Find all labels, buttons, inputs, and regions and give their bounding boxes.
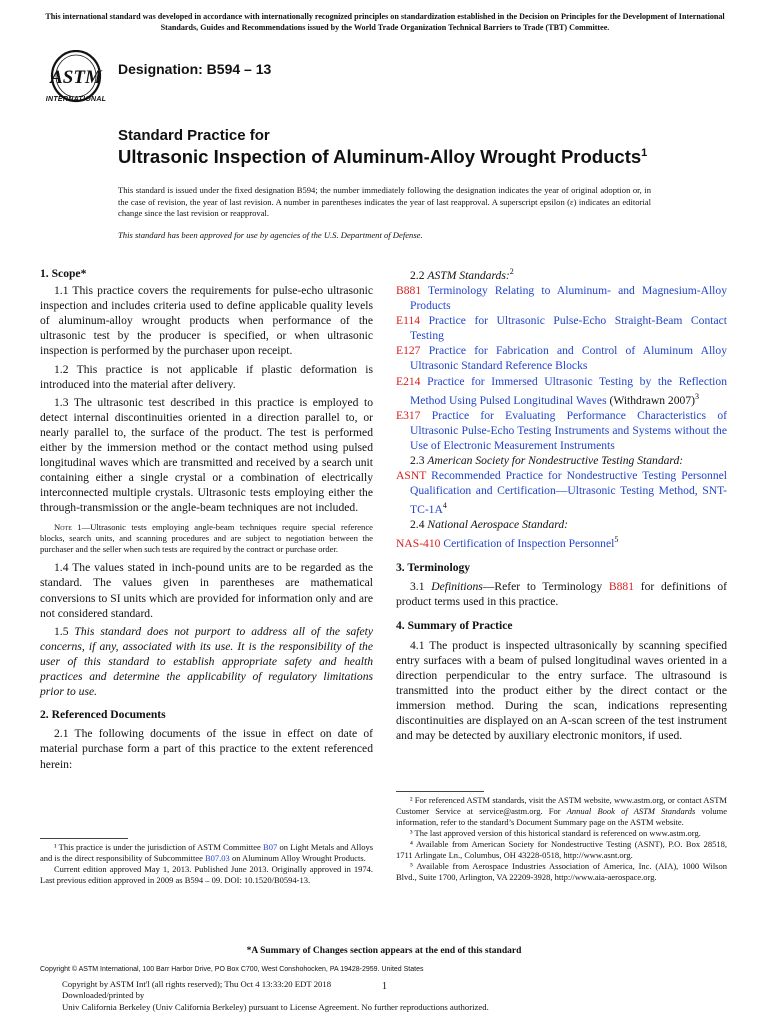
page-number: 1 (382, 981, 387, 992)
right-footnotes (396, 795, 727, 883)
right-column (396, 262, 727, 743)
designation: Designation: B594 – 13 (118, 61, 272, 77)
paragraph-2-4 (396, 517, 727, 532)
footnote-2-text-b: volume information, refer to the standard’s Document Summary page on the ASTM website. (396, 806, 727, 827)
footnote-2 (396, 795, 727, 828)
summary-of-changes-note: *A Summary of Changes section appears at the end of this standard (246, 946, 522, 956)
copyright-line: Copyright © ASTM International, 100 Barr Harbor Drive, PO Box C700, West Conshohocken, PA 19428-2959. United States (40, 966, 424, 973)
paragraph-1-5-text: This standard does not purport to address all of the safety concerns, if any, associated with its use. It is the responsibility of the user of this standard to establish appropriate safety and health practices and determine the applicability of regulatory limitations prior to use. (40, 624, 374, 699)
ref-b881-link[interactable]: B881 (396, 283, 422, 297)
ref-e317 (396, 408, 727, 453)
paragraph-1-5 (40, 624, 373, 699)
footnote-1-text-a: ¹ This practice is under the jurisdiction of ASTM Committee (54, 842, 264, 852)
committee-b07-link[interactable]: B07 (263, 842, 278, 852)
section-heading-terminology: 3. Terminology (396, 561, 471, 575)
logo-text: INTERNATIONAL (45, 96, 107, 103)
ref-e214-title[interactable]: Practice for Immersed Ultrasonic Testing by the Reflection Method Using Pulsed Longitudinal Waves (410, 374, 727, 407)
dod-approval-note: This standard has been approved for use by agencies of the U.S. Department of Defense. (118, 230, 423, 240)
paragraph-1-1: 1.1 This practice covers the requirements for pulse-echo ultrasonic inspection and includes criteria used to define applicable quality levels of aluminum-alloy wrought products when performance of the ultrasonic test by the producer is specified, or when ultrasonic inspection is performed by the purchaser upon receipt. (40, 284, 373, 358)
footnote-1-text-c: on Aluminum Alloy Wrought Products. (229, 853, 366, 863)
ref-e127-link[interactable]: E127 (396, 344, 421, 358)
paragraph-2-1: 2.1 The following documents of the issue in effect on date of material purchase form a part of this practice to the extent referenced herein: (40, 727, 373, 771)
ref-e127 (396, 343, 727, 373)
terminology-b881-link[interactable]: B881 (608, 580, 634, 594)
paragraph-3-1 (396, 579, 727, 609)
ref-e214-withdrawn: (Withdrawn 2007) (606, 393, 695, 407)
footnote-3: ³ The last approved version of this historical standard is referenced on www.astm.org. (410, 828, 701, 838)
left-footnotes (40, 842, 373, 886)
ref-e214-sup: 3 (694, 391, 699, 401)
paragraph-3-1-text-a: —Refer to Terminology (482, 580, 609, 594)
logo-mark: ASTM (50, 67, 102, 88)
paragraph-3-1-term: Definitions (431, 580, 483, 594)
title-line-1: Standard Practice for (118, 127, 270, 144)
paragraph-2-3-number: 2.3 (410, 453, 428, 467)
license-block (62, 979, 662, 1013)
paragraph-2-2 (396, 264, 727, 283)
license-line-1: Copyright by ASTM Int'l (all rights reserved); Thu Oct 4 13:33:20 EDT 2018 (62, 979, 332, 989)
paragraph-2-2-sup: 2 (509, 267, 514, 276)
paragraph-2-4-title: National Aerospace Standard: (427, 518, 569, 532)
title-footnote-marker: 1 (641, 146, 648, 159)
subcommittee-b07-03-link[interactable]: B07.03 (205, 853, 230, 863)
ref-b881-title[interactable]: Terminology Relating to Aluminum- and Magnesium-Alloy Products (410, 283, 727, 313)
ref-e317-title[interactable]: Practice for Evaluating Performance Characteristics of Ultrasonic Pulse-Echo Testing Instruments and Systems without the Use of Electronic Measurement Instruments (410, 408, 727, 452)
ref-e127-title[interactable]: Practice for Fabrication and Control of Aluminum Alloy Ultrasonic Standard Reference Blocks (410, 344, 727, 373)
ref-e214 (396, 374, 727, 408)
ref-nas-410-sup: 5 (614, 535, 619, 545)
ref-asnt-title[interactable]: Recommended Practice for Nondestructive Testing Personnel Qualification and Certification—Ultrasonic Testing Method, SNT-TC-1A (410, 468, 727, 516)
paragraph-2-3 (396, 453, 727, 468)
preface-paragraph: This standard is issued under the fixed designation B594; the number immediately following the designation indicates the year of original adoption or, in the case of revision, the year of last revision. A number in parentheses indicates the year of last reapproval. A superscript epsilon (ε) indicates an editorial change since the last revision or reapproval. (118, 185, 651, 218)
paragraph-2-2-number: 2.2 (410, 268, 428, 282)
paragraph-1-5-number: 1.5 (54, 624, 75, 638)
ref-e317-link[interactable]: E317 (396, 408, 421, 422)
footnote-1-edition: Current edition approved May 1, 2013. Published June 2013. Originally approved in 1974. Last previous edition approved in 2009 as B594 – 09. DOI: 10.1520/B0594-13. (40, 864, 373, 885)
title-text: Ultrasonic Inspection of Aluminum-Alloy Wrought Products (118, 146, 642, 167)
paragraph-2-3-title: American Society for Nondestructive Testing Standard: (427, 453, 684, 467)
ref-b881 (396, 283, 727, 313)
license-line-3: Univ California Berkeley (Univ California Berkeley) pursuant to License Agreement. No further reproductions authorized. (62, 1001, 489, 1012)
section-heading-referenced-documents: 2. Referenced Documents (40, 708, 166, 722)
note-1-label: Note 1 (54, 521, 82, 532)
title-line-2 (118, 146, 647, 168)
paragraph-1-2: 1.2 This practice is not applicable if plastic deformation is introduced into the material after delivery. (40, 362, 373, 391)
note-1-text: —Ultrasonic tests employing angle-beam techniques require special reference blocks, search units, and scanning procedures and are subject to negotiation between the purchaser and the seller when such tests are required by the contract or purchase order. (40, 521, 373, 555)
ref-asnt (396, 468, 727, 517)
ref-e214-link[interactable]: E214 (396, 374, 421, 388)
paragraph-3-1-text-b: for definitions of product terms used in this practice. (396, 580, 727, 609)
license-line-2: Downloaded/printed by (62, 990, 145, 1001)
paragraph-3-1-number: 3.1 (410, 580, 432, 594)
paragraph-4-1: 4.1 The product is inspected ultrasonically by scanning specified entry surfaces with a beam of pulsed longitudinal waves oriented in a direction perpendicular to the entry surface. The ultrasound is transmitted into the product either by the direct contact or the immersion method. During the scan, indications representing discontinuities are displayed on an A-scan screen of the test instrument and may be detected by auxiliary electronic monitors, if used. (396, 638, 727, 743)
note-1 (40, 522, 373, 556)
ref-nas-410 (396, 532, 727, 551)
footnote-1-text-b: on Light Metals and Alloys and is the direct responsibility of Subcommittee (40, 842, 373, 863)
paragraph-1-4: 1.4 The values stated in inch-pound units are to be regarded as the standard. The values given in parentheses are mathematical conversions to SI units which are provided for information only and are not considered standard. (40, 561, 373, 620)
section-heading-summary-of-practice: 4. Summary of Practice (396, 619, 513, 633)
footnote-4: ⁴ Available from American Society for Nondestructive Testing (ASNT), P.O. Box 28518, 1711 Arlingate Ln., Columbus, OH 43228-0518, http://www.asnt.org. (396, 839, 727, 860)
ref-asnt-sup: 4 (442, 501, 447, 511)
paragraph-1-3: 1.3 The ultrasonic test described in this practice is employed to detect internal discontinuities oriented in a direction parallel to, or nearly parallel to, the surface of the product. The test is performed either by the immersion method or the contact method using pulsed longitudinal waves which are transmitted and received by a search unit containing either a single crystal or a combination of electrically interconnected multiple crystals. Ultrasonic tests employing either the through-transmission or the angle-beam techniques are not included. (40, 395, 373, 515)
left-column (40, 262, 373, 772)
ref-nas-410-link[interactable]: NAS-410 (396, 537, 441, 551)
footnote-2-book-title: Annual Book of ASTM Standards (566, 806, 696, 816)
footnote-1 (40, 842, 373, 864)
footnote-2-text-a: ² For referenced ASTM standards, visit the ASTM website, www.astm.org, or contact ASTM Customer Service at service@astm.org. For (396, 795, 727, 816)
paragraph-2-2-title: ASTM Standards: (427, 268, 510, 282)
ref-e114-title[interactable]: Practice for Ultrasonic Pulse-Echo Straight-Beam Contact Testing (410, 314, 727, 343)
footnote-separator-left (40, 838, 128, 839)
paragraph-2-4-number: 2.4 (410, 518, 428, 532)
footnote-separator-right (396, 791, 484, 792)
ref-e114-link[interactable]: E114 (396, 314, 421, 328)
footnote-5: ⁵ Available from Aerospace Industries Association of America, Inc. (AIA), 1000 Wilson Blvd., Suite 1700, Arlington, VA 22209-3928, http://www.aia-aerospace.org. (396, 861, 727, 882)
ref-e114 (396, 313, 727, 343)
ref-nas-410-title[interactable]: Certification of Inspection Personnel (440, 537, 615, 551)
section-heading-scope: 1. Scope* (40, 267, 87, 280)
ref-asnt-link[interactable]: ASNT (396, 468, 427, 482)
top-notice: This international standard was developed in accordance with internationally recognized principles on standardization established in the Decision on Principles for the Development of International Standards, Guides and Recommendations issued by the World Trade Organization Technical Barriers to Trade (TBT) Committee. (45, 12, 725, 32)
